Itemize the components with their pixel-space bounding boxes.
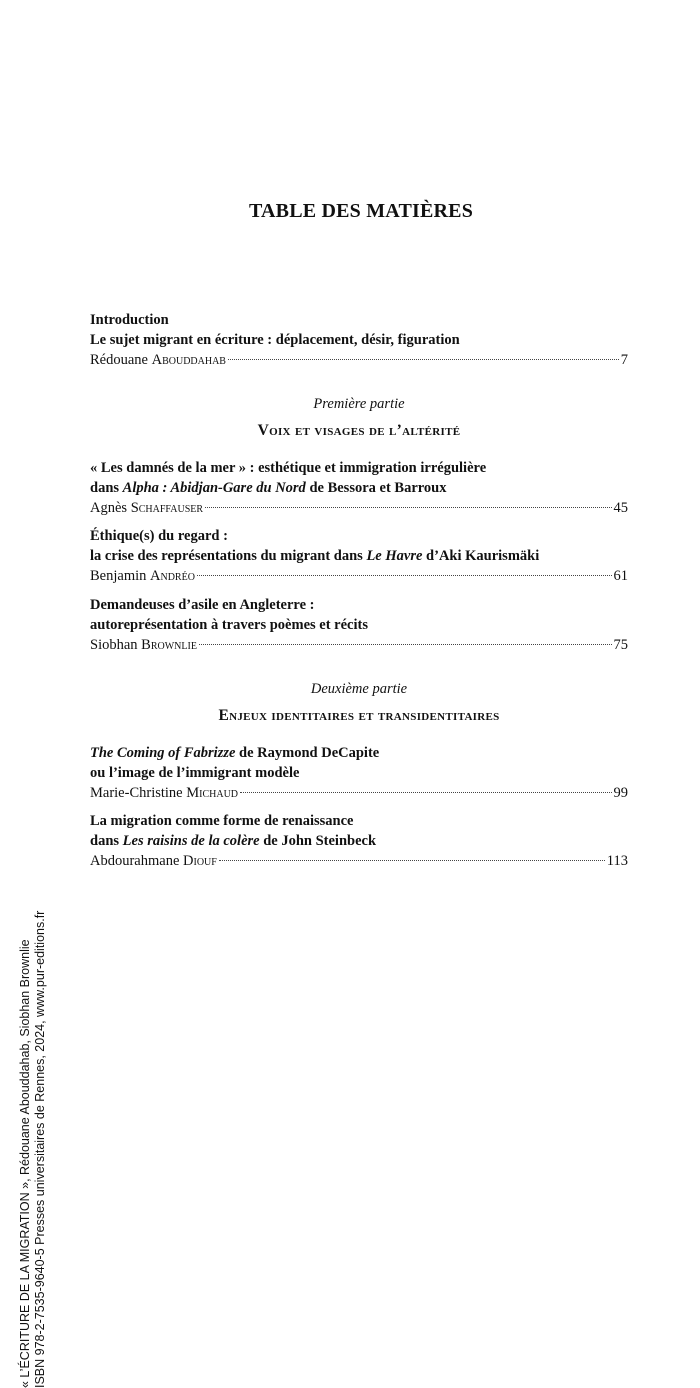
entry-title-line2: autoreprésentation à travers poèmes et récits bbox=[90, 617, 368, 633]
entry-title-line1: The Coming of Fabrizze de Raymond DeCapite bbox=[90, 745, 380, 761]
author-line bbox=[90, 783, 628, 803]
part-label: Première partie bbox=[313, 396, 405, 412]
author-name: Abdourahmane Diouf bbox=[90, 853, 217, 869]
dot-leader bbox=[197, 575, 612, 576]
side-note-line2: ISBN 978-2-7535-9640-5 Presses universitaires de Rennes, 2024, www.pur-editions.fr bbox=[33, 910, 47, 1388]
author-name: Marie-Christine Michaud bbox=[90, 785, 239, 801]
page-number: 7 bbox=[620, 352, 628, 368]
entry-title-line1: Demandeuses d’asile en Angleterre : bbox=[90, 597, 315, 613]
page-number: 113 bbox=[606, 853, 628, 869]
entry-title-line1: Éthique(s) du regard : bbox=[90, 528, 228, 544]
toc-entry[interactable] bbox=[90, 811, 628, 871]
entry-title-line2: dans Alpha : Abidjan-Gare du Nord de Bessora et Barroux bbox=[90, 480, 447, 496]
toc-entry[interactable] bbox=[90, 458, 628, 518]
intro-title: Le sujet migrant en écriture : déplacement, désir, figuration bbox=[90, 332, 460, 348]
entry-title-line2: ou l’image de l’immigrant modèle bbox=[90, 765, 300, 781]
part-header-2 bbox=[90, 679, 628, 727]
dot-leader bbox=[228, 359, 619, 360]
page-number: 99 bbox=[613, 785, 628, 801]
page-number: 61 bbox=[613, 568, 628, 584]
part-heading: Enjeux identitaires et transidentitaires bbox=[218, 707, 500, 724]
author-line bbox=[90, 498, 628, 518]
entry-title-line2: la crise des représentations du migrant dans Le Havre d’Aki Kaurismäki bbox=[90, 548, 540, 564]
author-name: Siobhan Brownlie bbox=[90, 637, 197, 653]
intro-label: Introduction bbox=[90, 312, 169, 328]
author-line bbox=[90, 566, 628, 586]
side-note-line1: « L’ÉCRITURE DE LA MIGRATION », Rédouane Abouddahab, Siobhan Brownlie bbox=[18, 939, 32, 1388]
toc-entry[interactable] bbox=[90, 595, 628, 655]
page-title: TABLE DES MATIÈRES bbox=[248, 200, 474, 222]
author-line bbox=[90, 635, 628, 655]
author-name: Rédouane Abouddahab bbox=[90, 352, 226, 368]
side-note bbox=[18, 898, 48, 1388]
dot-leader bbox=[199, 644, 612, 645]
author-name: Agnès Schaffauser bbox=[90, 500, 204, 516]
author-line bbox=[90, 851, 628, 871]
part-header-1 bbox=[90, 394, 628, 442]
dot-leader bbox=[240, 792, 611, 793]
toc-entry-introduction[interactable] bbox=[90, 310, 628, 370]
entry-title-line1: « Les damnés de la mer » : esthétique et immigration irrégulière bbox=[90, 460, 487, 476]
dot-leader bbox=[219, 860, 605, 861]
page-number: 45 bbox=[613, 500, 628, 516]
entry-title-line1: La migration comme forme de renaissance bbox=[90, 813, 354, 829]
part-heading: Voix et visages de l’altérité bbox=[257, 422, 461, 439]
part-label: Deuxième partie bbox=[310, 681, 408, 697]
toc-entry[interactable] bbox=[90, 743, 628, 803]
author-name: Benjamin Andréo bbox=[90, 568, 195, 584]
entry-title-line2: dans Les raisins de la colère de John Steinbeck bbox=[90, 833, 377, 849]
dot-leader bbox=[205, 507, 611, 508]
page-number: 75 bbox=[613, 637, 628, 653]
toc-entry[interactable] bbox=[90, 526, 628, 586]
author-line bbox=[90, 350, 628, 370]
